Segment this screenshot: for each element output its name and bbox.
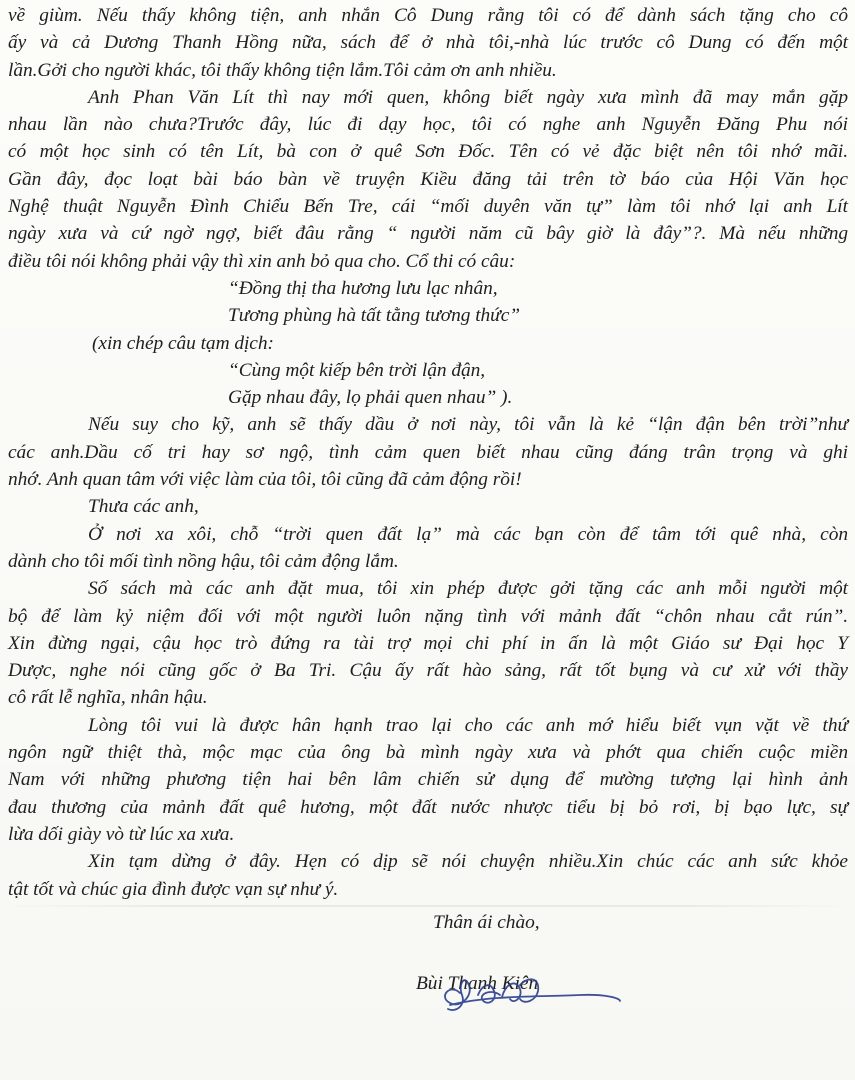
letter-line: có một học sinh có tên Lít, bà con ở quê Sơn Đốc. Tên có vẻ đặc biệt nên tôi nhớ mãi. xyxy=(8,141,848,163)
letter-line: Dược, nghe nói cũng gốc ở Ba Tri. Cậu ấy rất hào sảng, rất tốt bụng và cư xử với thầy xyxy=(8,660,848,682)
poem-line: “Cùng một kiếp bên trời lận đận, xyxy=(228,359,486,381)
letter-line: tật tốt và chúc gia đình được vạn sự như ý. xyxy=(8,878,339,900)
letter-line: Ở nơi xa xôi, chỗ “trời quen đất lạ” mà các bạn còn để tâm tới quê nhà, còn xyxy=(88,523,848,545)
letter-line: ấy và cả Dương Thanh Hồng nữa, sách để ở nhà tôi,-nhà lúc trước cô Dung có đến một xyxy=(8,32,848,54)
letter-line: dành cho tôi mối tình nồng hậu, tôi cảm động lắm. xyxy=(8,550,399,572)
letter-line: Anh Phan Văn Lít thì nay mới quen, không biết ngày xưa mình đã may mắn gặp xyxy=(88,86,848,108)
letter-line: Xin đừng ngại, cậu học trò đứng ra tài trợ mọi chi phí in ấn là một Giáo sư Đại học Y xyxy=(8,632,848,654)
letter-line: các anh.Dầu cố tri hay sơ ngộ, tình cảm quen biết nhau cũng đáng trân trọng và ghi xyxy=(8,441,848,463)
letter-line: Xin tạm dừng ở đây. Hẹn có dịp sẽ nói chuyện nhiều.Xin chúc các anh sức khỏe xyxy=(88,851,848,873)
poem-line: “Đồng thị tha hương lưu lạc nhân, xyxy=(228,277,498,299)
letter-line: Lòng tôi vui là được hân hạnh trao lại cho các anh mớ hiểu biết vụn vặt về thứ xyxy=(88,714,848,736)
letter-line: Số sách mà các anh đặt mua, tôi xin phép được gởi tặng các anh mỗi người một xyxy=(88,578,848,600)
poem-line: Tương phùng hà tất tằng tương thức” xyxy=(228,305,520,327)
letter-line: đau thương của mảnh đất quê hương, một đất nước nhược tiểu bị bỏ rơi, bị bạo lực, sự xyxy=(8,796,848,818)
letter-line: Gần đây, đọc loạt bài báo bàn về truyện Kiều đăng tải trên tờ báo của Hội Văn học xyxy=(8,168,848,190)
signature-name: Bùi Thanh Kiên xyxy=(416,973,539,995)
letter-line: nhớ. Anh quan tâm với việc làm của tôi, tôi cũng đã cảm động rồi! xyxy=(8,469,522,491)
closing: Thân ái chào, xyxy=(433,911,540,933)
letter-line: lần.Gởi cho người khác, tôi thấy không tiện lắm.Tôi cảm ơn anh nhiều. xyxy=(8,59,557,81)
letter-line: về giùm. Nếu thấy không tiện, anh nhắn Cô Dung rằng tôi có để dành sách tặng cho cô xyxy=(8,5,848,26)
letter-body xyxy=(8,2,848,997)
letter-line: Nghệ thuật Nguyễn Đình Chiểu Bến Tre, cái “mối duyên văn tự” làm tôi nhớ lại anh Lít xyxy=(8,196,848,218)
salutation: Thưa các anh, xyxy=(88,496,199,518)
letter-line: cô rất lễ nghĩa, nhân hậu. xyxy=(8,687,208,709)
letter-line: lừa dối giày vò từ lúc xa xưa. xyxy=(8,823,235,845)
letter-line: Nam với những phương tiện hai bên lâm chiến sử dụng để mường tượng lại hình ảnh xyxy=(8,769,848,791)
letter-line: điều tôi nói không phải vậy thì xin anh bỏ qua cho. Cổ thi có câu: xyxy=(8,250,516,272)
letter-line: ngôn ngữ thiệt thà, mộc mạc của ông bà mình ngày xưa và phớt qua chiến cuộc miền xyxy=(8,742,848,764)
handwritten-signature xyxy=(420,965,650,1025)
translation-note: (xin chép câu tạm dịch: xyxy=(92,332,274,354)
letter-line: nhau lần nào chưa?Trước đây, lúc đi dạy học, tôi có nghe anh Nguyễn Đăng Phu nói xyxy=(8,114,848,136)
poem-line: Gặp nhau đây, lọ phải quen nhau” ). xyxy=(228,387,513,409)
letter-line: ngày xưa và cứ ngờ ngợ, biết đâu rằng “ người năm cũ bây giờ là đây”?. Mà nếu những xyxy=(8,223,848,245)
letter-line: bộ để làm kỷ niệm đối với một người luôn nặng tình với mảnh đất “chôn nhau cắt rún”. xyxy=(8,605,848,627)
letter-line: Nếu suy cho kỹ, anh sẽ thấy dầu ở nơi này, tôi vẫn là kẻ “lận đận bên trời”như xyxy=(88,414,848,436)
signature-icon xyxy=(420,965,650,1025)
